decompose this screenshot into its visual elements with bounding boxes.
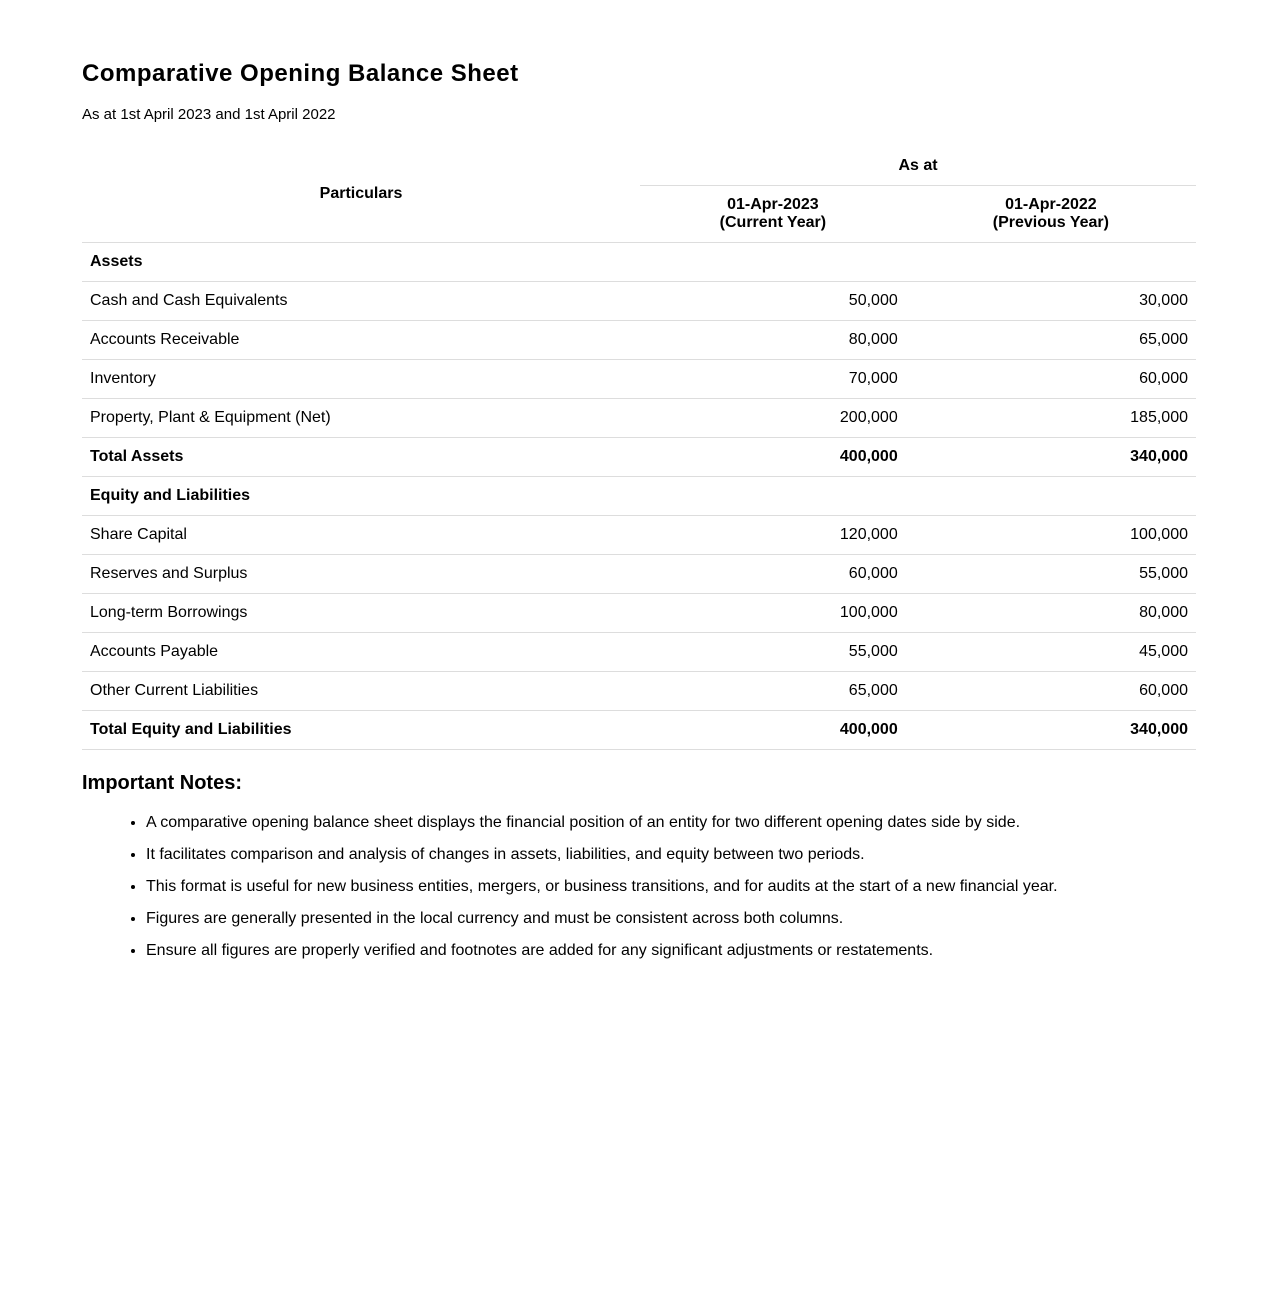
total-current-value: 400,000 [640, 711, 906, 750]
header-as-at: As at [640, 146, 1196, 186]
section-heading: Equity and Liabilities [82, 477, 1196, 516]
row-label: Long-term Borrowings [82, 594, 640, 633]
page-subtitle: As at 1st April 2023 and 1st April 2022 [82, 106, 336, 123]
row-label: Property, Plant & Equipment (Net) [82, 399, 640, 438]
total-label: Total Assets [82, 438, 640, 477]
previous-year-label: (Previous Year) [992, 214, 1109, 231]
current-value: 80,000 [640, 321, 906, 360]
table-row [82, 282, 1196, 321]
header-particulars: Particulars [82, 146, 640, 243]
row-label: Accounts Receivable [82, 321, 640, 360]
notes-heading: Important Notes: [82, 772, 242, 794]
table-row [82, 321, 1196, 360]
list-item: • Figures are generally presented in the local currency and must be consistent across both columns. [146, 909, 1058, 941]
current-value: 70,000 [640, 360, 906, 399]
previous-value: 60,000 [906, 672, 1196, 711]
list-item: • It facilitates comparison and analysis of changes in assets, liabilities, and equity between two periods. [146, 845, 1058, 877]
previous-value: 30,000 [906, 282, 1196, 321]
table-row [82, 594, 1196, 633]
total-previous-value: 340,000 [906, 438, 1196, 477]
row-label: Inventory [82, 360, 640, 399]
current-value: 60,000 [640, 555, 906, 594]
previous-value: 185,000 [906, 399, 1196, 438]
current-value: 120,000 [640, 516, 906, 555]
table-row [82, 633, 1196, 672]
current-value: 100,000 [640, 594, 906, 633]
list-item: • This format is useful for new business entities, mergers, or business transitions, and for audits at the start of a new financial year. [146, 877, 1058, 909]
list-item: • A comparative opening balance sheet displays the financial position of an entity for two different opening dates side by side. [146, 813, 1058, 845]
page-title: Comparative Opening Balance Sheet [82, 60, 519, 87]
table-row [82, 399, 1196, 438]
section-heading: Assets [82, 243, 1196, 282]
previous-value: 100,000 [906, 516, 1196, 555]
section-row-equity-liabilities [82, 477, 1196, 516]
balance-sheet-table [82, 146, 1196, 750]
table-row [82, 516, 1196, 555]
current-value: 50,000 [640, 282, 906, 321]
section-row-assets [82, 243, 1196, 282]
total-previous-value: 340,000 [906, 711, 1196, 750]
total-row-assets [82, 438, 1196, 477]
table-row [82, 672, 1196, 711]
row-label: Accounts Payable [82, 633, 640, 672]
previous-value: 60,000 [906, 360, 1196, 399]
total-row-equity-liabilities [82, 711, 1196, 750]
previous-year-date: 01-Apr-2022 [1005, 196, 1097, 213]
row-label: Reserves and Surplus [82, 555, 640, 594]
previous-value: 45,000 [906, 633, 1196, 672]
previous-value: 65,000 [906, 321, 1196, 360]
header-previous-year [906, 186, 1196, 243]
notes-list [82, 813, 1058, 973]
current-year-label: (Current Year) [719, 214, 827, 231]
total-current-value: 400,000 [640, 438, 906, 477]
table-row [82, 555, 1196, 594]
current-value: 55,000 [640, 633, 906, 672]
row-label: Cash and Cash Equivalents [82, 282, 640, 321]
row-label: Other Current Liabilities [82, 672, 640, 711]
previous-value: 80,000 [906, 594, 1196, 633]
table-row [82, 360, 1196, 399]
current-value: 200,000 [640, 399, 906, 438]
list-item: • Ensure all figures are properly verified and footnotes are added for any significant adjustments or restatements. [146, 941, 1058, 973]
previous-value: 55,000 [906, 555, 1196, 594]
current-value: 65,000 [640, 672, 906, 711]
header-current-year [640, 186, 906, 243]
row-label: Share Capital [82, 516, 640, 555]
current-year-date: 01-Apr-2023 [727, 196, 819, 213]
total-label: Total Equity and Liabilities [82, 711, 640, 750]
